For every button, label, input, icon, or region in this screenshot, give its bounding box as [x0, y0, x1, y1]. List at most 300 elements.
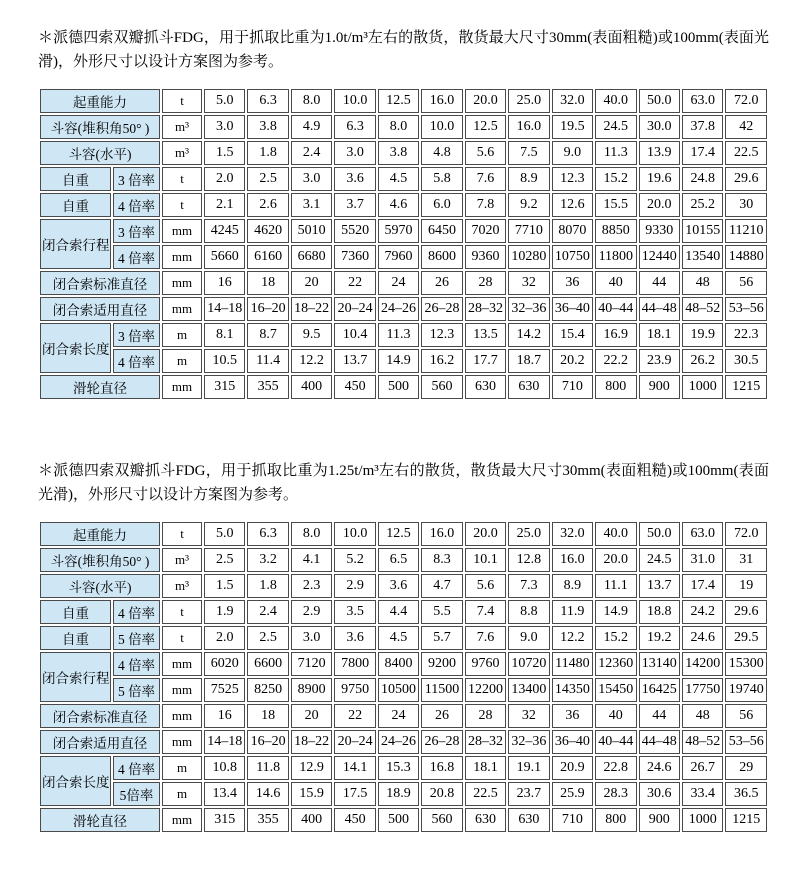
value-cell: 50.0 — [639, 89, 680, 113]
value-cell: 3.8 — [247, 115, 288, 139]
value-cell: 56 — [725, 271, 767, 295]
value-cell: 19.5 — [552, 115, 593, 139]
value-cell: 53–56 — [725, 730, 767, 754]
value-cell: 11.3 — [595, 141, 636, 165]
value-cell: 48–52 — [682, 730, 723, 754]
table-row — [40, 678, 767, 702]
value-cell: 36 — [552, 271, 593, 295]
value-cell: 13400 — [508, 678, 549, 702]
value-cell: 16.2 — [421, 349, 462, 373]
value-cell: 8600 — [421, 245, 462, 269]
value-cell: 32 — [508, 704, 549, 728]
table-row — [40, 782, 767, 806]
value-cell: 10.0 — [421, 115, 462, 139]
value-cell: 53–56 — [725, 297, 767, 321]
row-label: 滑轮直径 — [40, 375, 160, 399]
row-label: 斗容(水平) — [40, 141, 160, 165]
value-cell: 5.6 — [465, 141, 506, 165]
value-cell: 11500 — [421, 678, 462, 702]
unit-cell: m³ — [162, 574, 202, 598]
row-sublabel: 3 倍率 — [113, 167, 160, 191]
value-cell: 13140 — [639, 652, 680, 676]
value-cell: 8070 — [552, 219, 593, 243]
row-label: 滑轮直径 — [40, 808, 160, 832]
row-label: 自重 — [40, 193, 111, 217]
value-cell: 3.6 — [334, 626, 375, 650]
value-cell: 1215 — [725, 375, 767, 399]
value-cell: 2.5 — [247, 626, 288, 650]
value-cell: 13.5 — [465, 323, 506, 347]
row-label: 闭合索行程 — [40, 652, 111, 702]
unit-cell: m — [162, 756, 202, 780]
value-cell: 400 — [291, 808, 332, 832]
value-cell: 24 — [378, 704, 419, 728]
unit-cell: mm — [162, 808, 202, 832]
row-sublabel: 4 倍率 — [113, 349, 160, 373]
value-cell: 4.6 — [378, 193, 419, 217]
value-cell: 8.9 — [552, 574, 593, 598]
value-cell: 26–28 — [421, 730, 462, 754]
value-cell: 18–22 — [291, 297, 332, 321]
value-cell: 14880 — [725, 245, 767, 269]
value-cell: 8850 — [595, 219, 636, 243]
value-cell: 18.1 — [465, 756, 506, 780]
value-cell: 22.2 — [595, 349, 636, 373]
value-cell: 450 — [334, 375, 375, 399]
value-cell: 2.4 — [291, 141, 332, 165]
value-cell: 16–20 — [247, 297, 288, 321]
value-cell: 12360 — [595, 652, 636, 676]
unit-cell: m — [162, 349, 202, 373]
value-cell: 710 — [552, 375, 593, 399]
value-cell: 25.0 — [508, 89, 549, 113]
value-cell: 560 — [421, 808, 462, 832]
value-cell: 13540 — [682, 245, 723, 269]
value-cell: 8.0 — [291, 89, 332, 113]
value-cell: 315 — [204, 808, 245, 832]
value-cell: 8400 — [378, 652, 419, 676]
value-cell: 14200 — [682, 652, 723, 676]
unit-cell: m — [162, 782, 202, 806]
row-label: 自重 — [40, 626, 111, 650]
value-cell: 4.9 — [291, 115, 332, 139]
value-cell: 1.5 — [204, 574, 245, 598]
value-cell: 11.8 — [247, 756, 288, 780]
value-cell: 28–32 — [465, 730, 506, 754]
value-cell: 6.3 — [247, 522, 288, 546]
value-cell: 5.0 — [204, 522, 245, 546]
value-cell: 900 — [639, 808, 680, 832]
value-cell: 28 — [465, 704, 506, 728]
value-cell: 72.0 — [725, 89, 767, 113]
table-row — [40, 574, 767, 598]
row-sublabel: 4 倍率 — [113, 600, 160, 624]
value-cell: 22.5 — [465, 782, 506, 806]
value-cell: 40.0 — [595, 522, 636, 546]
value-cell: 40.0 — [595, 89, 636, 113]
value-cell: 5520 — [334, 219, 375, 243]
value-cell: 19.6 — [639, 167, 680, 191]
value-cell: 50.0 — [639, 522, 680, 546]
value-cell: 12.6 — [552, 193, 593, 217]
value-cell: 7120 — [291, 652, 332, 676]
value-cell: 5.8 — [421, 167, 462, 191]
value-cell: 7360 — [334, 245, 375, 269]
value-cell: 24.6 — [682, 626, 723, 650]
value-cell: 800 — [595, 808, 636, 832]
value-cell: 14350 — [552, 678, 593, 702]
value-cell: 44 — [639, 704, 680, 728]
value-cell: 800 — [595, 375, 636, 399]
value-cell: 12.5 — [378, 89, 419, 113]
table-row — [40, 219, 767, 243]
value-cell: 29.5 — [725, 626, 767, 650]
value-cell: 8.8 — [508, 600, 549, 624]
row-label: 自重 — [40, 167, 111, 191]
value-cell: 63.0 — [682, 89, 723, 113]
value-cell: 4.8 — [421, 141, 462, 165]
spec-section-1 — [38, 26, 770, 401]
value-cell: 12.8 — [508, 548, 549, 572]
value-cell: 44 — [639, 271, 680, 295]
value-cell: 4620 — [247, 219, 288, 243]
value-cell: 15300 — [725, 652, 767, 676]
value-cell: 48–52 — [682, 297, 723, 321]
value-cell: 30.6 — [639, 782, 680, 806]
unit-cell: mm — [162, 678, 202, 702]
unit-cell: mm — [162, 375, 202, 399]
value-cell: 17.4 — [682, 141, 723, 165]
table-row — [40, 375, 767, 399]
unit-cell: m — [162, 323, 202, 347]
value-cell: 6450 — [421, 219, 462, 243]
value-cell: 8.0 — [378, 115, 419, 139]
value-cell: 19740 — [725, 678, 767, 702]
value-cell: 6160 — [247, 245, 288, 269]
unit-cell: t — [162, 522, 202, 546]
value-cell: 14.9 — [595, 600, 636, 624]
value-cell: 20.0 — [465, 89, 506, 113]
unit-cell: mm — [162, 704, 202, 728]
value-cell: 3.2 — [247, 548, 288, 572]
value-cell: 5.6 — [465, 574, 506, 598]
value-cell: 16 — [204, 704, 245, 728]
value-cell: 48 — [682, 704, 723, 728]
value-cell: 26–28 — [421, 297, 462, 321]
value-cell: 16–20 — [247, 730, 288, 754]
row-sublabel: 4 倍率 — [113, 756, 160, 780]
value-cell: 19.1 — [508, 756, 549, 780]
table-row — [40, 548, 767, 572]
unit-cell: mm — [162, 271, 202, 295]
table-row — [40, 193, 767, 217]
value-cell: 1000 — [682, 375, 723, 399]
value-cell: 25.0 — [508, 522, 549, 546]
value-cell: 2.3 — [291, 574, 332, 598]
value-cell: 30.0 — [639, 115, 680, 139]
value-cell: 18–22 — [291, 730, 332, 754]
unit-cell: t — [162, 600, 202, 624]
value-cell: 10750 — [552, 245, 593, 269]
table-row — [40, 808, 767, 832]
value-cell: 10.0 — [334, 522, 375, 546]
value-cell: 1.5 — [204, 141, 245, 165]
value-cell: 8.3 — [421, 548, 462, 572]
value-cell: 24.2 — [682, 600, 723, 624]
value-cell: 29.6 — [725, 167, 767, 191]
row-sublabel: 3 倍率 — [113, 219, 160, 243]
value-cell: 5660 — [204, 245, 245, 269]
value-cell: 3.6 — [334, 167, 375, 191]
value-cell: 40 — [595, 704, 636, 728]
intro-paragraph-1: ＊派德四索双瓣抓斗FDG，用于抓取比重为1.0t/m³左右的散货，散货最大尺寸30mm(表面粗糙)或100mm(表面光滑)，外形尺寸以设计方案图为参考。 — [38, 30, 769, 70]
value-cell: 3.8 — [378, 141, 419, 165]
value-cell: 13.4 — [204, 782, 245, 806]
value-cell: 9.5 — [291, 323, 332, 347]
value-cell: 560 — [421, 375, 462, 399]
value-cell: 9.2 — [508, 193, 549, 217]
value-cell: 9200 — [421, 652, 462, 676]
value-cell: 12.5 — [378, 522, 419, 546]
value-cell: 7.3 — [508, 574, 549, 598]
value-cell: 10.8 — [204, 756, 245, 780]
table-row — [40, 704, 767, 728]
row-label: 闭合索标准直径 — [40, 271, 160, 295]
value-cell: 30.5 — [725, 349, 767, 373]
value-cell: 30 — [725, 193, 767, 217]
row-label: 闭合索长度 — [40, 756, 111, 806]
table-row — [40, 522, 767, 546]
value-cell: 2.4 — [247, 600, 288, 624]
value-cell: 2.5 — [247, 167, 288, 191]
value-cell: 8900 — [291, 678, 332, 702]
value-cell: 16.0 — [421, 89, 462, 113]
value-cell: 14.9 — [378, 349, 419, 373]
value-cell: 7.6 — [465, 626, 506, 650]
value-cell: 7800 — [334, 652, 375, 676]
value-cell: 16.0 — [508, 115, 549, 139]
value-cell: 12.2 — [291, 349, 332, 373]
value-cell: 5.5 — [421, 600, 462, 624]
value-cell: 20–24 — [334, 730, 375, 754]
value-cell: 24.8 — [682, 167, 723, 191]
value-cell: 10155 — [682, 219, 723, 243]
value-cell: 2.9 — [334, 574, 375, 598]
value-cell: 1000 — [682, 808, 723, 832]
value-cell: 20.0 — [639, 193, 680, 217]
value-cell: 15.5 — [595, 193, 636, 217]
value-cell: 2.0 — [204, 167, 245, 191]
value-cell: 500 — [378, 808, 419, 832]
unit-cell: mm — [162, 730, 202, 754]
value-cell: 9360 — [465, 245, 506, 269]
value-cell: 9330 — [639, 219, 680, 243]
table-row — [40, 652, 767, 676]
intro-paragraph-2: ＊派德四索双瓣抓斗FDG，用于抓取比重为1.25t/m³左右的散货，散货最大尺寸30mm(表面粗糙)或100mm(表面光滑)，外形尺寸以设计方案图为参考。 — [38, 463, 769, 503]
value-cell: 14.6 — [247, 782, 288, 806]
value-cell: 8.1 — [204, 323, 245, 347]
value-cell: 11480 — [552, 652, 593, 676]
value-cell: 1215 — [725, 808, 767, 832]
row-sublabel: 5 倍率 — [113, 626, 160, 650]
value-cell: 26 — [421, 271, 462, 295]
value-cell: 11.4 — [247, 349, 288, 373]
value-cell: 6680 — [291, 245, 332, 269]
value-cell: 7525 — [204, 678, 245, 702]
table-row — [40, 756, 767, 780]
value-cell: 44–48 — [639, 730, 680, 754]
row-label: 自重 — [40, 600, 111, 624]
unit-cell: t — [162, 626, 202, 650]
value-cell: 26.7 — [682, 756, 723, 780]
value-cell: 500 — [378, 375, 419, 399]
value-cell: 4.5 — [378, 626, 419, 650]
value-cell: 25.2 — [682, 193, 723, 217]
table-row — [40, 600, 767, 624]
value-cell: 7.5 — [508, 141, 549, 165]
unit-cell: m³ — [162, 548, 202, 572]
value-cell: 15.9 — [291, 782, 332, 806]
value-cell: 17.7 — [465, 349, 506, 373]
row-label: 闭合索长度 — [40, 323, 111, 373]
unit-cell: mm — [162, 652, 202, 676]
row-label: 起重能力 — [40, 522, 160, 546]
value-cell: 20.0 — [465, 522, 506, 546]
value-cell: 32–36 — [508, 297, 549, 321]
unit-cell: t — [162, 167, 202, 191]
value-cell: 28–32 — [465, 297, 506, 321]
value-cell: 7960 — [378, 245, 419, 269]
row-sublabel: 4 倍率 — [113, 245, 160, 269]
value-cell: 22.5 — [725, 141, 767, 165]
value-cell: 24.5 — [639, 548, 680, 572]
value-cell: 1.8 — [247, 574, 288, 598]
value-cell: 5.7 — [421, 626, 462, 650]
value-cell: 26.2 — [682, 349, 723, 373]
value-cell: 3.0 — [291, 626, 332, 650]
value-cell: 14.2 — [508, 323, 549, 347]
value-cell: 12.9 — [291, 756, 332, 780]
value-cell: 18 — [247, 704, 288, 728]
unit-cell: mm — [162, 297, 202, 321]
table-row — [40, 730, 767, 754]
value-cell: 56 — [725, 704, 767, 728]
value-cell: 10.0 — [334, 89, 375, 113]
value-cell: 12440 — [639, 245, 680, 269]
value-cell: 19.2 — [639, 626, 680, 650]
value-cell: 10720 — [508, 652, 549, 676]
value-cell: 630 — [508, 375, 549, 399]
value-cell: 2.9 — [291, 600, 332, 624]
value-cell: 20–24 — [334, 297, 375, 321]
table-row — [40, 271, 767, 295]
value-cell: 710 — [552, 808, 593, 832]
value-cell: 6600 — [247, 652, 288, 676]
value-cell: 3.0 — [334, 141, 375, 165]
value-cell: 2.6 — [247, 193, 288, 217]
value-cell: 15450 — [595, 678, 636, 702]
table-row — [40, 626, 767, 650]
value-cell: 28 — [465, 271, 506, 295]
value-cell: 19 — [725, 574, 767, 598]
value-cell: 400 — [291, 375, 332, 399]
value-cell: 24.6 — [639, 756, 680, 780]
value-cell: 32 — [508, 271, 549, 295]
value-cell: 11.1 — [595, 574, 636, 598]
unit-cell: mm — [162, 219, 202, 243]
value-cell: 3.7 — [334, 193, 375, 217]
value-cell: 15.2 — [595, 626, 636, 650]
unit-cell: t — [162, 193, 202, 217]
value-cell: 36–40 — [552, 730, 593, 754]
value-cell: 24 — [378, 271, 419, 295]
value-cell: 22.3 — [725, 323, 767, 347]
value-cell: 6.3 — [247, 89, 288, 113]
value-cell: 16 — [204, 271, 245, 295]
value-cell: 10280 — [508, 245, 549, 269]
value-cell: 33.4 — [682, 782, 723, 806]
value-cell: 23.9 — [639, 349, 680, 373]
value-cell: 315 — [204, 375, 245, 399]
value-cell: 25.9 — [552, 782, 593, 806]
table-row — [40, 349, 767, 373]
value-cell: 1.8 — [247, 141, 288, 165]
value-cell: 9.0 — [552, 141, 593, 165]
row-sublabel: 5 倍率 — [113, 678, 160, 702]
value-cell: 6020 — [204, 652, 245, 676]
value-cell: 4.4 — [378, 600, 419, 624]
row-label: 起重能力 — [40, 89, 160, 113]
value-cell: 15.4 — [552, 323, 593, 347]
value-cell: 5970 — [378, 219, 419, 243]
value-cell: 16.8 — [421, 756, 462, 780]
value-cell: 29 — [725, 756, 767, 780]
spec-table-1 — [38, 87, 769, 401]
value-cell: 5010 — [291, 219, 332, 243]
value-cell: 8.7 — [247, 323, 288, 347]
value-cell: 40–44 — [595, 730, 636, 754]
value-cell: 10.5 — [204, 349, 245, 373]
value-cell: 13.9 — [639, 141, 680, 165]
row-sublabel: 4 倍率 — [113, 193, 160, 217]
row-sublabel: 3 倍率 — [113, 323, 160, 347]
value-cell: 20 — [291, 271, 332, 295]
table-row — [40, 245, 767, 269]
value-cell: 37.8 — [682, 115, 723, 139]
value-cell: 31.0 — [682, 548, 723, 572]
unit-cell: t — [162, 89, 202, 113]
value-cell: 3.1 — [291, 193, 332, 217]
value-cell: 5.2 — [334, 548, 375, 572]
value-cell: 12.3 — [421, 323, 462, 347]
value-cell: 18.8 — [639, 600, 680, 624]
value-cell: 10.1 — [465, 548, 506, 572]
value-cell: 36.5 — [725, 782, 767, 806]
value-cell: 14–18 — [204, 730, 245, 754]
row-label: 斗容(水平) — [40, 574, 160, 598]
table-row — [40, 115, 767, 139]
value-cell: 12.5 — [465, 115, 506, 139]
row-label: 闭合索适用直径 — [40, 297, 160, 321]
row-sublabel: 5倍率 — [113, 782, 160, 806]
row-sublabel: 4 倍率 — [113, 652, 160, 676]
value-cell: 8.0 — [291, 522, 332, 546]
value-cell: 22 — [334, 271, 375, 295]
value-cell: 18.7 — [508, 349, 549, 373]
value-cell: 24–26 — [378, 730, 419, 754]
value-cell: 12.2 — [552, 626, 593, 650]
value-cell: 7020 — [465, 219, 506, 243]
